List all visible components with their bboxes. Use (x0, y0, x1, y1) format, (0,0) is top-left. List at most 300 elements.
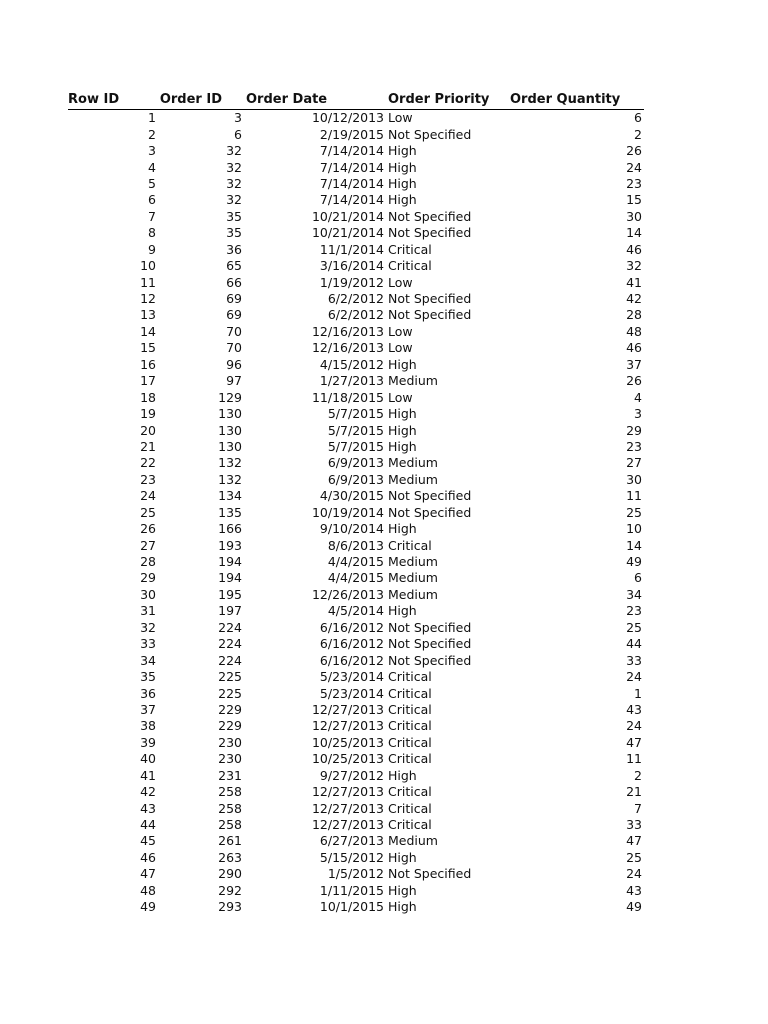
table-row (68, 455, 644, 471)
cell-order-priority: High (388, 406, 417, 422)
cell-order-priority: High (388, 143, 417, 159)
cell-order-date: 11/18/2015 (311, 389, 384, 405)
table-row (68, 176, 644, 192)
cell-row-id: 25 (140, 504, 156, 520)
cell-order-priority: Critical (388, 718, 432, 734)
cell-order-quantity: 2 (634, 126, 642, 142)
table-row (68, 784, 644, 800)
cell-order-id: 32 (226, 192, 242, 208)
cell-row-id: 17 (140, 373, 156, 389)
table-row (68, 505, 644, 521)
cell-order-priority: Medium (388, 554, 438, 570)
cell-order-id: 292 (218, 882, 242, 898)
cell-order-quantity: 25 (626, 504, 642, 520)
table-row (68, 817, 644, 833)
cell-order-priority: High (388, 521, 417, 537)
cell-order-date: 12/16/2013 (311, 340, 384, 356)
cell-order-quantity: 33 (626, 817, 642, 833)
cell-order-priority: Low (388, 274, 413, 290)
table-row (68, 669, 644, 685)
cell-row-id: 27 (140, 537, 156, 553)
cell-order-id: 36 (226, 241, 242, 257)
cell-order-date: 10/12/2013 (311, 110, 384, 126)
cell-row-id: 44 (140, 817, 156, 833)
table-row (68, 587, 644, 603)
cell-order-date: 12/27/2013 (311, 817, 384, 833)
cell-order-id: 70 (226, 323, 242, 339)
cell-order-priority: High (388, 438, 417, 454)
cell-order-priority: High (388, 849, 417, 865)
table-row (68, 735, 644, 751)
cell-order-quantity: 42 (626, 291, 642, 307)
cell-row-id: 5 (148, 175, 156, 191)
cell-order-date: 1/11/2015 (319, 882, 384, 898)
cell-order-date: 10/21/2014 (311, 208, 384, 224)
table-row (68, 258, 644, 274)
cell-order-priority: Not Specified (388, 619, 472, 635)
cell-order-quantity: 32 (626, 258, 642, 274)
cell-order-date: 12/27/2013 (311, 718, 384, 734)
cell-row-id: 6 (148, 192, 156, 208)
cell-order-priority: Medium (388, 471, 438, 487)
cell-order-date: 12/26/2013 (311, 586, 384, 602)
cell-order-date: 12/27/2013 (311, 800, 384, 816)
cell-order-date: 4/5/2014 (327, 603, 384, 619)
cell-order-quantity: 24 (626, 866, 642, 882)
cell-row-id: 20 (140, 422, 156, 438)
cell-order-id: 193 (218, 537, 242, 553)
table-row (68, 685, 644, 701)
table-row (68, 291, 644, 307)
cell-order-quantity: 37 (626, 356, 642, 372)
cell-row-id: 14 (140, 323, 156, 339)
cell-order-quantity: 26 (626, 143, 642, 159)
cell-order-quantity: 49 (626, 554, 642, 570)
cell-order-date: 6/2/2012 (327, 291, 384, 307)
cell-order-priority: Critical (388, 241, 432, 257)
cell-order-quantity: 33 (626, 652, 642, 668)
cell-row-id: 32 (140, 619, 156, 635)
cell-order-quantity: 2 (634, 767, 642, 783)
cell-order-id: 258 (218, 784, 242, 800)
table-row (68, 488, 644, 504)
cell-order-date: 6/27/2013 (319, 833, 384, 849)
cell-order-quantity: 23 (626, 603, 642, 619)
cell-order-id: 6 (234, 126, 242, 142)
cell-row-id: 4 (148, 159, 156, 175)
cell-row-id: 24 (140, 488, 156, 504)
cell-order-priority: Not Specified (388, 488, 472, 504)
cell-order-quantity: 28 (626, 307, 642, 323)
table-row (68, 126, 644, 142)
table-row (68, 554, 644, 570)
cell-order-id: 225 (218, 685, 242, 701)
cell-order-id: 261 (218, 833, 242, 849)
cell-order-date: 7/14/2014 (319, 192, 384, 208)
cell-order-id: 132 (218, 455, 242, 471)
cell-order-date: 4/4/2015 (327, 570, 384, 586)
table-row (68, 537, 644, 553)
cell-row-id: 37 (140, 701, 156, 717)
table-row (68, 472, 644, 488)
cell-order-date: 11/1/2014 (319, 241, 384, 257)
table-row (68, 439, 644, 455)
orders-table (68, 92, 644, 915)
cell-order-id: 130 (218, 406, 242, 422)
cell-order-id: 69 (226, 291, 242, 307)
cell-order-id: 134 (218, 488, 242, 504)
table-row (68, 159, 644, 175)
cell-order-date: 10/21/2014 (311, 225, 384, 241)
cell-order-priority: Not Specified (388, 126, 472, 142)
table-row (68, 899, 644, 915)
table-row (68, 340, 644, 356)
table-row (68, 702, 644, 718)
cell-order-date: 12/16/2013 (311, 323, 384, 339)
table-row (68, 570, 644, 586)
cell-order-date: 6/16/2012 (319, 652, 384, 668)
table-row (68, 652, 644, 668)
cell-order-id: 230 (218, 734, 242, 750)
cell-order-id: 224 (218, 636, 242, 652)
cell-order-id: 258 (218, 817, 242, 833)
cell-order-quantity: 25 (626, 849, 642, 865)
cell-order-id: 293 (218, 899, 242, 915)
cell-order-quantity: 44 (626, 636, 642, 652)
cell-order-priority: Critical (388, 817, 432, 833)
header-row (68, 92, 644, 110)
cell-row-id: 49 (140, 899, 156, 915)
cell-row-id: 7 (148, 208, 156, 224)
table-row (68, 274, 644, 290)
cell-order-id: 135 (218, 504, 242, 520)
cell-order-quantity: 34 (626, 586, 642, 602)
cell-order-date: 5/7/2015 (327, 422, 384, 438)
cell-order-date: 2/19/2015 (319, 126, 384, 142)
cell-row-id: 40 (140, 751, 156, 767)
cell-row-id: 15 (140, 340, 156, 356)
cell-row-id: 46 (140, 849, 156, 865)
cell-order-quantity: 30 (626, 208, 642, 224)
cell-order-priority: Critical (388, 685, 432, 701)
cell-order-quantity: 41 (626, 274, 642, 290)
cell-order-date: 4/4/2015 (327, 554, 384, 570)
cell-order-date: 6/9/2013 (327, 455, 384, 471)
cell-order-id: 97 (226, 373, 242, 389)
table-row (68, 209, 644, 225)
cell-row-id: 23 (140, 471, 156, 487)
cell-order-id: 263 (218, 849, 242, 865)
cell-order-id: 130 (218, 422, 242, 438)
cell-row-id: 19 (140, 406, 156, 422)
cell-order-id: 230 (218, 751, 242, 767)
cell-order-quantity: 21 (626, 784, 642, 800)
cell-order-id: 224 (218, 619, 242, 635)
cell-order-priority: High (388, 899, 417, 915)
cell-order-id: 66 (226, 274, 242, 290)
cell-row-id: 28 (140, 554, 156, 570)
cell-order-quantity: 7 (634, 800, 642, 816)
cell-order-date: 7/14/2014 (319, 159, 384, 175)
table-row (68, 751, 644, 767)
cell-order-quantity: 14 (626, 225, 642, 241)
table-row (68, 620, 644, 636)
cell-order-date: 10/25/2013 (311, 734, 384, 750)
cell-order-priority: High (388, 422, 417, 438)
cell-order-quantity: 49 (626, 899, 642, 915)
cell-row-id: 8 (148, 225, 156, 241)
table-row (68, 324, 644, 340)
cell-row-id: 34 (140, 652, 156, 668)
cell-row-id: 33 (140, 636, 156, 652)
cell-order-date: 6/9/2013 (327, 471, 384, 487)
cell-order-priority: High (388, 882, 417, 898)
cell-order-quantity: 27 (626, 455, 642, 471)
cell-order-id: 35 (226, 208, 242, 224)
cell-order-quantity: 4 (634, 389, 642, 405)
cell-order-quantity: 1 (634, 685, 642, 701)
table-row (68, 718, 644, 734)
column-header-order-id: Order ID (158, 92, 244, 110)
cell-row-id: 9 (148, 241, 156, 257)
table-row (68, 406, 644, 422)
cell-order-date: 9/10/2014 (319, 521, 384, 537)
cell-row-id: 13 (140, 307, 156, 323)
table-row (68, 603, 644, 619)
cell-order-id: 194 (218, 570, 242, 586)
cell-row-id: 1 (148, 110, 156, 126)
cell-order-priority: Low (388, 389, 413, 405)
cell-order-id: 3 (234, 110, 242, 126)
cell-order-id: 166 (218, 521, 242, 537)
cell-order-id: 32 (226, 159, 242, 175)
cell-order-priority: Not Specified (388, 866, 472, 882)
cell-order-priority: Critical (388, 784, 432, 800)
cell-order-date: 4/15/2012 (319, 356, 384, 372)
cell-order-id: 96 (226, 356, 242, 372)
cell-row-id: 30 (140, 586, 156, 602)
cell-order-priority: Medium (388, 570, 438, 586)
cell-order-date: 4/30/2015 (319, 488, 384, 504)
cell-row-id: 12 (140, 291, 156, 307)
cell-row-id: 47 (140, 866, 156, 882)
cell-order-id: 32 (226, 143, 242, 159)
cell-row-id: 18 (140, 389, 156, 405)
cell-row-id: 35 (140, 669, 156, 685)
cell-row-id: 45 (140, 833, 156, 849)
cell-order-priority: Not Specified (388, 208, 472, 224)
cell-order-priority: Not Specified (388, 504, 472, 520)
table-row (68, 521, 644, 537)
cell-row-id: 29 (140, 570, 156, 586)
cell-order-id: 225 (218, 669, 242, 685)
table-row (68, 422, 644, 438)
cell-order-priority: Critical (388, 701, 432, 717)
cell-order-quantity: 25 (626, 619, 642, 635)
cell-order-quantity: 26 (626, 373, 642, 389)
cell-row-id: 21 (140, 438, 156, 454)
cell-order-date: 7/14/2014 (319, 143, 384, 159)
cell-order-id: 229 (218, 718, 242, 734)
cell-row-id: 31 (140, 603, 156, 619)
cell-order-quantity: 24 (626, 718, 642, 734)
cell-order-quantity: 24 (626, 159, 642, 175)
cell-order-date: 10/25/2013 (311, 751, 384, 767)
cell-row-id: 38 (140, 718, 156, 734)
cell-order-id: 229 (218, 701, 242, 717)
cell-order-priority: Critical (388, 751, 432, 767)
table-row (68, 357, 644, 373)
cell-order-date: 12/27/2013 (311, 784, 384, 800)
cell-order-quantity: 10 (626, 521, 642, 537)
table-row (68, 225, 644, 241)
cell-row-id: 16 (140, 356, 156, 372)
cell-order-priority: High (388, 767, 417, 783)
cell-row-id: 39 (140, 734, 156, 750)
cell-order-priority: Medium (388, 586, 438, 602)
cell-order-date: 10/19/2014 (311, 504, 384, 520)
table-row (68, 800, 644, 816)
cell-order-priority: Low (388, 110, 413, 126)
cell-order-id: 258 (218, 800, 242, 816)
cell-order-quantity: 23 (626, 175, 642, 191)
table-row (68, 833, 644, 849)
column-header-row-id: Row ID (68, 92, 158, 110)
cell-order-id: 231 (218, 767, 242, 783)
cell-order-id: 69 (226, 307, 242, 323)
cell-order-priority: High (388, 603, 417, 619)
cell-order-date: 1/19/2012 (319, 274, 384, 290)
cell-row-id: 36 (140, 685, 156, 701)
cell-order-date: 5/7/2015 (327, 406, 384, 422)
cell-order-quantity: 43 (626, 882, 642, 898)
table-row (68, 143, 644, 159)
table-row (68, 883, 644, 899)
cell-order-priority: Critical (388, 734, 432, 750)
cell-order-priority: Medium (388, 455, 438, 471)
table-row (68, 110, 644, 127)
cell-order-date: 6/2/2012 (327, 307, 384, 323)
cell-order-quantity: 43 (626, 701, 642, 717)
cell-order-date: 5/7/2015 (327, 438, 384, 454)
cell-order-priority: High (388, 175, 417, 191)
cell-order-date: 7/14/2014 (319, 175, 384, 191)
column-header-order-date: Order Date (244, 92, 386, 110)
spreadsheet-page (68, 92, 644, 915)
table-row (68, 373, 644, 389)
cell-order-priority: Medium (388, 833, 438, 849)
cell-order-date: 6/16/2012 (319, 619, 384, 635)
cell-row-id: 11 (140, 274, 156, 290)
cell-order-date: 10/1/2015 (319, 899, 384, 915)
cell-order-priority: Not Specified (388, 636, 472, 652)
cell-order-quantity: 6 (634, 570, 642, 586)
cell-order-quantity: 47 (626, 734, 642, 750)
cell-order-priority: High (388, 192, 417, 208)
table-row (68, 307, 644, 323)
cell-order-id: 224 (218, 652, 242, 668)
cell-order-quantity: 15 (626, 192, 642, 208)
cell-order-quantity: 46 (626, 340, 642, 356)
cell-order-date: 1/5/2012 (327, 866, 384, 882)
cell-order-quantity: 3 (634, 406, 642, 422)
cell-order-date: 6/16/2012 (319, 636, 384, 652)
cell-order-date: 5/15/2012 (319, 849, 384, 865)
cell-order-id: 32 (226, 175, 242, 191)
cell-order-id: 130 (218, 438, 242, 454)
cell-order-priority: Critical (388, 258, 432, 274)
cell-order-quantity: 11 (626, 751, 642, 767)
cell-row-id: 43 (140, 800, 156, 816)
table-row (68, 242, 644, 258)
cell-order-id: 65 (226, 258, 242, 274)
cell-order-id: 195 (218, 586, 242, 602)
cell-order-quantity: 14 (626, 537, 642, 553)
cell-order-quantity: 23 (626, 438, 642, 454)
cell-order-priority: Not Specified (388, 291, 472, 307)
cell-order-date: 3/16/2014 (319, 258, 384, 274)
cell-order-date: 12/27/2013 (311, 701, 384, 717)
cell-order-id: 70 (226, 340, 242, 356)
cell-order-quantity: 24 (626, 669, 642, 685)
cell-order-priority: High (388, 356, 417, 372)
cell-row-id: 22 (140, 455, 156, 471)
cell-order-priority: Low (388, 340, 413, 356)
cell-row-id: 2 (148, 126, 156, 142)
cell-order-priority: Critical (388, 669, 432, 685)
cell-order-id: 132 (218, 471, 242, 487)
table-row (68, 866, 644, 882)
cell-order-priority: Critical (388, 800, 432, 816)
cell-order-priority: Critical (388, 537, 432, 553)
table-row (68, 850, 644, 866)
cell-order-id: 197 (218, 603, 242, 619)
cell-order-id: 35 (226, 225, 242, 241)
table-body (68, 110, 644, 916)
column-header-order-priority: Order Priority (386, 92, 510, 110)
cell-order-priority: Medium (388, 373, 438, 389)
cell-order-quantity: 29 (626, 422, 642, 438)
cell-order-id: 129 (218, 389, 242, 405)
table-row (68, 389, 644, 405)
cell-order-priority: Not Specified (388, 652, 472, 668)
cell-order-date: 9/27/2012 (319, 767, 384, 783)
cell-order-date: 8/6/2013 (327, 537, 384, 553)
table-row (68, 636, 644, 652)
cell-order-quantity: 48 (626, 323, 642, 339)
table-row (68, 768, 644, 784)
cell-row-id: 41 (140, 767, 156, 783)
cell-row-id: 10 (140, 258, 156, 274)
cell-order-id: 194 (218, 554, 242, 570)
cell-order-quantity: 6 (634, 110, 642, 126)
cell-order-quantity: 11 (626, 488, 642, 504)
table-row (68, 192, 644, 208)
column-header-order-quantity: Order Quantity (510, 92, 644, 110)
cell-order-date: 5/23/2014 (319, 669, 384, 685)
cell-order-quantity: 47 (626, 833, 642, 849)
cell-order-priority: Not Specified (388, 307, 472, 323)
cell-order-quantity: 30 (626, 471, 642, 487)
cell-row-id: 3 (148, 143, 156, 159)
cell-order-priority: High (388, 159, 417, 175)
cell-row-id: 42 (140, 784, 156, 800)
cell-order-priority: Low (388, 323, 413, 339)
cell-order-date: 1/27/2013 (319, 373, 384, 389)
cell-order-date: 5/23/2014 (319, 685, 384, 701)
cell-row-id: 48 (140, 882, 156, 898)
cell-order-priority: Not Specified (388, 225, 472, 241)
